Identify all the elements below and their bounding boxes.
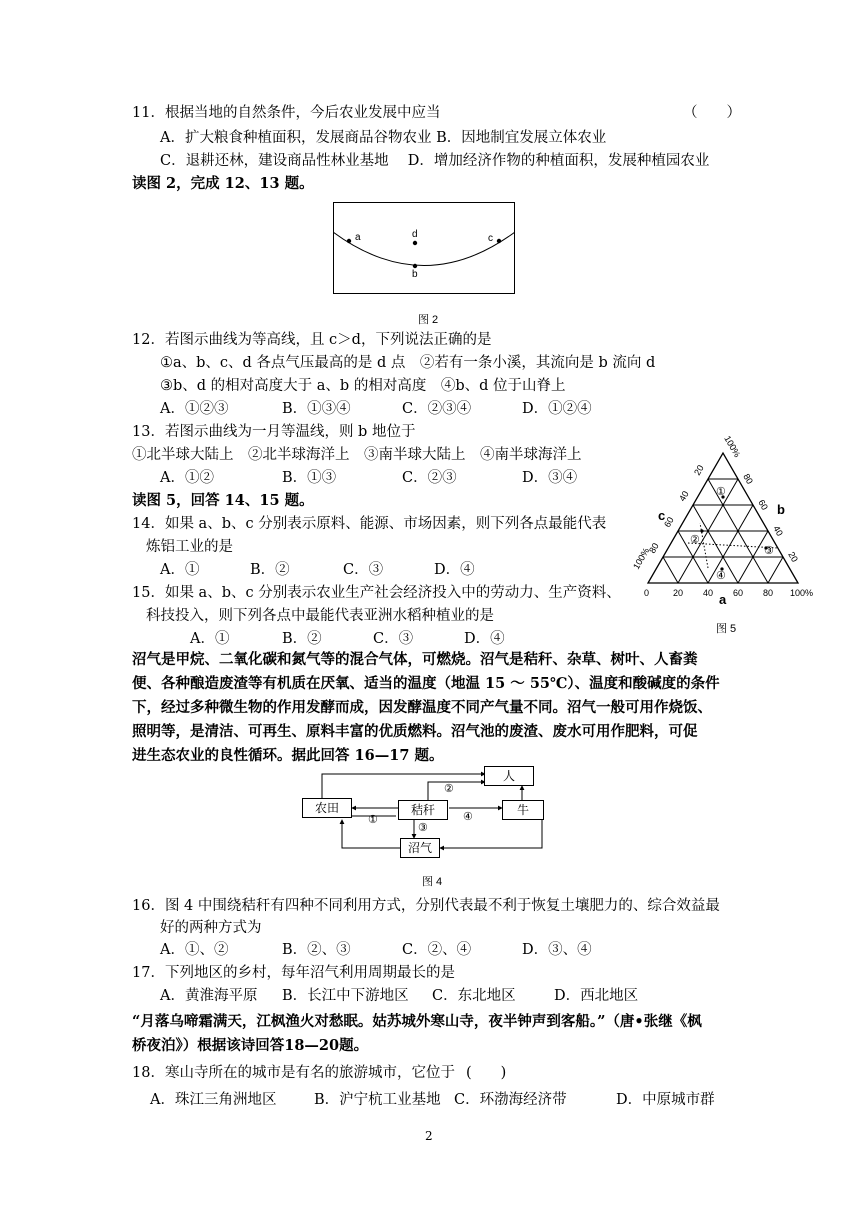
fig4-caption: 图 4 xyxy=(422,876,443,888)
q16-option-a: A．①、② xyxy=(160,942,229,958)
poem-line-1: “月落乌啼霜满天，江枫渔火对愁眠。姑苏城外寒山寺，夜半钟声到客船。”（唐•张继《枫 xyxy=(132,1013,702,1030)
q14-option-c: C．③ xyxy=(343,562,384,578)
q11-answer-paren: （ ） xyxy=(683,105,741,121)
fig5-a-tick-20: 20 xyxy=(673,588,684,598)
fig5-b-tick-20: 20 xyxy=(786,550,800,564)
q14-option-a: A．① xyxy=(160,562,200,578)
q13-option-b: B．①③ xyxy=(282,470,337,486)
paragraph-line-2: 便、各种酿造废渣等有机质在厌氧、适当的温度（地温 15 ～ 55℃）、温度和酸碱度的条件 xyxy=(132,675,720,692)
q18-option-a: A．珠江三角洲地区 xyxy=(150,1092,277,1108)
fig4-node-person: 人 xyxy=(484,766,534,786)
fig5-axis-b: b xyxy=(777,502,785,517)
q16-option-d: D．③、④ xyxy=(522,942,592,958)
q15-option-d: D．④ xyxy=(464,631,505,647)
q12-option-b: B．①③④ xyxy=(282,401,351,417)
figure-5 xyxy=(620,428,842,606)
q12-statements-1: ①a、b、c、d 各点气压最高的是 d 点 ②若有一条小溪，其流向是 b 流向 d xyxy=(160,355,656,371)
q16-option-b: B．②、③ xyxy=(282,942,351,958)
q15-option-c: C．③ xyxy=(373,631,414,647)
fig2-caption: 图 2 xyxy=(418,314,439,326)
page-number: 2 xyxy=(425,1129,433,1143)
fig5-c-tick-40: 40 xyxy=(677,489,691,503)
q18-stem: 18．寒山寺所在的城市是有名的旅游城市，它位于 xyxy=(132,1065,455,1081)
fig4-node-farm: 农田 xyxy=(302,798,352,818)
q17-option-a: A．黄淮海平原 xyxy=(160,988,258,1004)
fig5-b-tick-100: 100% xyxy=(722,434,743,459)
fig5-b-tick-80: 80 xyxy=(741,472,755,486)
poem-line-2: 桥夜泊》）根据该诗回答18—20题。 xyxy=(132,1037,369,1054)
q13-option-d: D．③④ xyxy=(522,470,578,486)
fig5-marker-1: ① xyxy=(716,486,726,498)
fig5-c-tick-60: 60 xyxy=(662,515,676,529)
q18-option-d: D．中原城市群 xyxy=(616,1092,715,1108)
fig5-a-tick-60: 60 xyxy=(733,588,744,598)
fig2-label-a: a xyxy=(355,232,361,243)
fig2-label-b: b xyxy=(412,269,418,280)
q12-option-a: A．①②③ xyxy=(160,401,229,417)
q15-option-b: B．② xyxy=(282,631,322,647)
q12-stem: 12．若图示曲线为等高线，且 c＞d，下列说法正确的是 xyxy=(132,332,492,348)
fig5-a-tick-100: 100% xyxy=(790,588,814,598)
fig5-c-tick-80: 80 xyxy=(647,541,661,555)
q14-stem-2: 炼铝工业的是 xyxy=(146,539,233,555)
q13-stem: 13．若图示曲线为一月等温线，则 b 地位于 xyxy=(132,424,416,440)
q12-option-d: D．①②④ xyxy=(522,401,592,417)
q12-statements-2: ③b、d 的相对高度大于 a、b 的相对高度 ④b、d 位于山脊上 xyxy=(160,378,566,394)
q17-option-b: B．长江中下游地区 xyxy=(282,988,409,1004)
read-fig2-instruction: 读图 2，完成 12、13 题。 xyxy=(132,175,314,192)
q16-stem-2: 好的两种方式为 xyxy=(160,920,262,936)
fig4-edge-3: ③ xyxy=(418,822,428,834)
paragraph-line-1: 沼气是甲烷、二氧化碳和氮气等的混合气体，可燃烧。沼气是秸秆、杂草、树叶、人畜粪 xyxy=(132,651,698,668)
q13-option-c: C．②③ xyxy=(402,470,457,486)
q13-statements: ①北半球大陆上 ②北半球海洋上 ③南半球大陆上 ④南半球海洋上 xyxy=(132,447,582,463)
fig5-marker-3: ③ xyxy=(764,545,774,557)
fig2-label-d: d xyxy=(412,229,418,240)
q17-option-c: C．东北地区 xyxy=(432,988,516,1004)
q16-stem-1: 16．图 4 中围绕秸秆有四种不同利用方式，分别代表最不利于恢复土壤肥力的、综合效益最 xyxy=(132,898,720,914)
read-fig5-instruction: 读图 5，回答 14、15 题。 xyxy=(132,492,314,509)
q18-option-b: B．沪宁杭工业基地 xyxy=(314,1092,441,1108)
q15-stem-2: 科技投入，则下列各点中最能代表亚洲水稻种植业的是 xyxy=(146,608,494,624)
fig2-label-c: c xyxy=(488,233,493,244)
fig5-a-tick-40: 40 xyxy=(703,588,714,598)
paragraph-line-5: 进生态农业的良性循环。据此回答 16—17 题。 xyxy=(132,747,444,764)
fig5-axis-a: a xyxy=(719,592,727,606)
paragraph-line-3: 下，经过多种微生物的作用发酵而成，因发酵温度不同产气量不同。沼气一般可用作烧饭、 xyxy=(132,699,712,716)
paragraph-line-4: 照明等，是清洁、可再生、原料丰富的优质燃料。沼气池的废渣、废水可用作肥料，可促 xyxy=(132,723,698,740)
fig5-marker-2: ② xyxy=(690,534,700,546)
fig4-edge-1: ① xyxy=(368,814,378,826)
q18-answer-paren: ( ) xyxy=(466,1065,507,1081)
fig4-node-cattle: 牛 xyxy=(502,800,544,820)
q11-options-ab: A．扩大粮食种植面积，发展商品谷物农业 B．因地制宜发展立体农业 xyxy=(160,130,607,146)
q17-stem: 17．下列地区的乡村，每年沼气利用周期最长的是 xyxy=(132,965,455,981)
fig4-node-biogas: 沼气 xyxy=(400,838,440,858)
q13-option-a: A．①② xyxy=(160,470,214,486)
figure-2 xyxy=(333,202,515,294)
fig5-b-tick-60: 60 xyxy=(756,498,770,512)
fig5-a-tick-0: 0 xyxy=(644,588,650,598)
fig4-edge-2: ② xyxy=(444,783,454,795)
q18-option-c: C．环渤海经济带 xyxy=(454,1092,567,1108)
fig5-marker-4: ④ xyxy=(716,570,726,582)
fig5-axis-c: c xyxy=(658,508,666,523)
fig4-node-straw: 秸秆 xyxy=(398,800,448,820)
q14-stem-1: 14．如果 a、b、c 分别表示原料、能源、市场因素，则下列各点最能代表 xyxy=(132,516,607,532)
q14-option-d: D．④ xyxy=(434,562,475,578)
q12-option-c: C．②③④ xyxy=(402,401,472,417)
fig4-edge-4: ④ xyxy=(463,811,473,823)
fig5-caption: 图 5 xyxy=(716,623,737,635)
q17-option-d: D．西北地区 xyxy=(554,988,639,1004)
q15-stem-1: 15．如果 a、b、c 分别表示农业生产社会经济投入中的劳动力、生产资料、 xyxy=(132,585,621,601)
fig5-c-tick-100: 100% xyxy=(631,546,652,571)
q15-option-a: A．① xyxy=(190,631,230,647)
q11-stem: 11．根据当地的自然条件，今后农业发展中应当 xyxy=(132,105,441,121)
q11-options-cd: C．退耕还林，建设商品性林业基地 D．增加经济作物的种植面积，发展种植园农业 xyxy=(160,153,710,169)
q16-option-c: C．②、④ xyxy=(402,942,472,958)
fig5-c-tick-20: 20 xyxy=(692,463,706,477)
fig5-a-tick-80: 80 xyxy=(763,588,774,598)
q14-option-b: B．② xyxy=(250,562,290,578)
fig5-b-tick-40: 40 xyxy=(771,524,785,538)
